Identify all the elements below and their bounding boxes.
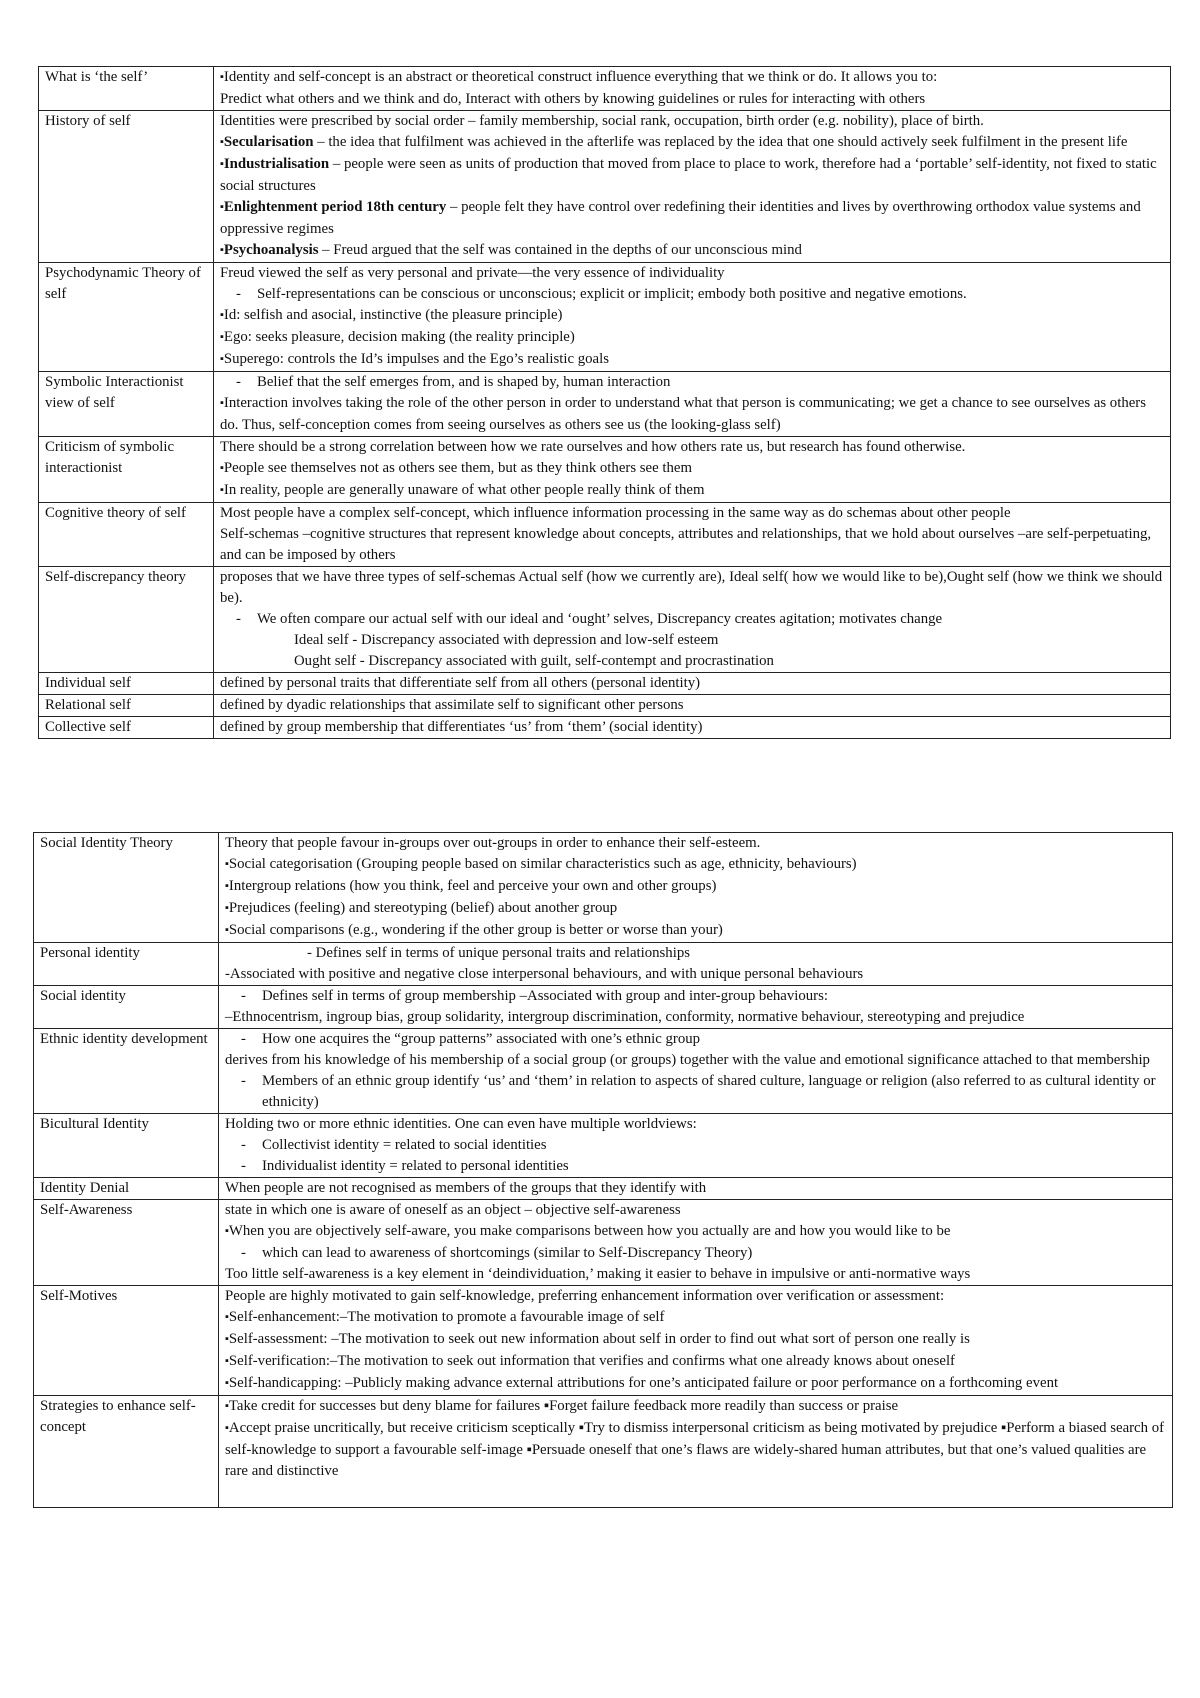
bullet-item [225,1373,1166,1395]
definition-cell [219,1396,1173,1508]
bullet-text: – people felt they have control over redefining their identities and lives by overthrowing orthodox value systems and oppressive regimes [220,199,1141,237]
term-cell: Cognitive theory of self [39,503,214,567]
definition-cell [214,67,1171,111]
bullet-item [225,1221,1166,1243]
term-cell: Bicultural Identity [34,1114,219,1178]
text-line: Identities were prescribed by social order – family membership, social rank, occupation, birth order (e.g. nobility), place of birth. [220,113,984,129]
term-cell: Social identity [34,986,219,1029]
term-cell: Criticism of symbolic interactionist [39,437,214,503]
bullet-item [225,876,1166,898]
text-line: Holding two or more ethnic identities. One can even have multiple worldviews: [225,1116,697,1132]
bullet-text: Self-enhancement:–The motivation to promote a favourable image of self [228,1309,665,1325]
bullet-item [225,920,1166,942]
table-row [39,695,1171,717]
definition-cell [219,1178,1173,1200]
table-row [34,986,1173,1029]
dash-item-text: Self-representations can be conscious or unconscious; explicit or implicit; embody both positive and negative emotions. [257,286,967,302]
text-line: When people are not recognised as members of the groups that they identify with [225,1180,707,1196]
social-identity-table [33,832,1173,1508]
text-line: defined by personal traits that differentiate self from all others (personal identity) [220,675,701,691]
term-cell: Collective self [39,717,214,739]
dash-item-text: How one acquires the “group patterns” associated with one’s ethnic group [262,1031,701,1047]
bullet-text: – the idea that fulfilment was achieved in the afterlife was replaced by the idea that one should actively seek fulfilment in the present life [313,134,1128,150]
text-line: Self-schemas –cognitive structures that represent knowledge about concepts, attributes and relationships, that we hold about ourselves –are self-perpetuating, and can be imposed by others [220,526,1152,563]
dash-item-text: which can lead to awareness of shortcomings (similar to Self-Discrepancy Theory) [262,1245,753,1261]
bullet-heading: Secularisation [223,134,314,150]
definition-cell [219,1286,1173,1396]
table-row [39,673,1171,695]
dash-item [220,284,1164,305]
dash-item [220,372,1164,393]
self-concept-table [38,66,1171,739]
bullet-item [225,1396,1166,1418]
table-row [34,1029,1173,1114]
dash-item-text: Individualist identity = related to personal identities [262,1158,569,1174]
dash-item [220,609,1164,630]
bullet-text: Identity and self-concept is an abstract or theoretical construct influence everything that we think or do. It allows you to: [223,69,938,85]
term-cell: Personal identity [34,943,219,986]
definition-cell [219,1200,1173,1286]
bullet-item [220,154,1164,197]
definition-cell [214,263,1171,372]
definition-cell [219,1114,1173,1178]
dash-item [225,986,1166,1007]
text-line: defined by group membership that differentiates ‘us’ from ‘them’ (social identity) [220,719,703,735]
definition-cell [214,437,1171,503]
bullet-item [225,1329,1166,1351]
dash-item-text: Defines self in terms of group membership –Associated with group and inter-group behaviours: [262,988,828,1004]
table-row [34,1114,1173,1178]
bullet-text: Social categorisation (Grouping people based on similar characteristics such as age, ethnicity, behaviours) [228,856,857,872]
text-line: Predict what others and we think and do, Interact with others by knowing guidelines or rules for interacting with others [220,91,926,107]
dash-item-text: Collectivist identity = related to social identities [262,1137,547,1153]
table-row [39,717,1171,739]
table-row [34,833,1173,943]
term-cell: What is ‘the self’ [39,67,214,111]
bullet-item [225,1351,1166,1373]
bullet-item [220,240,1164,262]
bullet-item [225,1418,1166,1482]
table-row [39,372,1171,437]
table-row [39,503,1171,567]
definition-cell [219,1029,1173,1114]
definition-cell [214,717,1171,739]
bullet-item [220,349,1164,371]
table-row [39,437,1171,503]
dash-item-text: Belief that the self emerges from, and is shaped by, human interaction [257,374,671,390]
definition-cell [219,943,1173,986]
table-row [34,943,1173,986]
bullet-item [220,327,1164,349]
dash-item-text: We often compare our actual self with our ideal and ‘ought’ selves, Discrepancy creates agitation; motivates change [257,611,943,627]
text-line: There should be a strong correlation between how we rate ourselves and how others rate us, but research has found otherwise. [220,439,966,455]
definition-cell [219,986,1173,1029]
bullet-item [225,1307,1166,1329]
definition-cell [214,111,1171,263]
bullet-item [220,393,1164,436]
definition-cell [214,695,1171,717]
bullet-text: Accept praise uncritically, but receive criticism sceptically ▪Try to dismiss interpersonal criticism as being motivated by prejudice ▪Perform a biased search of self-knowledge to support a favourable self-image ▪Persuade oneself that one’s flaws are widely-shared human attributes, but that one’s valued qualities are rare and distinctive [225,1420,1165,1479]
table-row [34,1178,1173,1200]
dash-line: - Defines self in terms of unique personal traits and relationships [307,945,690,961]
text-line: People are highly motivated to gain self-knowledge, preferring enhancement information over verification or assessment: [225,1288,945,1304]
text-line: Too little self-awareness is a key element in ‘deindividuation,’ making it easier to behave in impulsive or anti-normative ways [225,1266,971,1282]
term-cell: Self-Motives [34,1286,219,1396]
bullet-item [225,898,1166,920]
text-line: –Ethnocentrism, ingroup bias, group solidarity, intergroup discrimination, conformity, normative behaviour, stereotyping and prejudice [225,1009,1025,1025]
blank-line [225,1482,1166,1507]
table-row [34,1200,1173,1286]
text-line: -Associated with positive and negative close interpersonal behaviours, and with unique personal behaviours [225,966,864,982]
term-cell: Psychodynamic Theory of self [39,263,214,372]
bullet-text: Intergroup relations (how you think, feel and perceive your own and other groups) [228,878,717,894]
bullet-text: When you are objectively self-aware, you make comparisons between how you actually are and how you would like to be [228,1223,951,1239]
term-cell: Ethnic identity development [34,1029,219,1114]
bullet-item [220,132,1164,154]
bullet-item [220,480,1164,502]
term-cell: Relational self [39,695,214,717]
dash-item [225,1029,1166,1050]
bullet-item [225,854,1166,876]
bullet-text: Prejudices (feeling) and stereotyping (belief) about another group [228,900,618,916]
bullet-item [220,67,1164,89]
dash-item [225,1243,1166,1264]
definition-cell [214,503,1171,567]
bullet-text: Ego: seeks pleasure, decision making (the reality principle) [223,329,575,345]
bullet-heading: Enlightenment period 18th century [223,199,447,215]
dash-item [225,1071,1166,1113]
definition-cell [214,372,1171,437]
text-line: proposes that we have three types of self-schemas Actual self (how we currently are), Ideal self( how we would like to be),Ought self (how we think we should be). [220,569,1163,606]
bullet-item [220,197,1164,240]
term-cell: Self-discrepancy theory [39,567,214,673]
text-line: derives from his knowledge of his membership of a social group (or groups) together with the value and emotional significance attached to that membership [225,1052,1150,1068]
table-row [34,1396,1173,1508]
term-cell: History of self [39,111,214,263]
term-cell: Social Identity Theory [34,833,219,943]
definition-cell [214,673,1171,695]
dash-item [225,1156,1166,1177]
bullet-text: Self-handicapping: –Publicly making advance external attributions for one’s anticipated failure or poor performance on a forthcoming event [228,1375,1059,1391]
bullet-heading: Industrialisation [223,156,330,172]
bullet-text: In reality, people are generally unaware of what other people really think of them [223,482,705,498]
bullet-text: – people were seen as units of production that moved from place to place to work, therefore had a ‘portable’ self-identity, not fixed to static social structures [220,156,1157,194]
table-row [39,111,1171,263]
dash-item-text: Members of an ethnic group identify ‘us’ and ‘them’ in relation to aspects of shared culture, language or religion (also referred to as cultural identity or ethnicity) [262,1073,1156,1110]
table-row [34,1286,1173,1396]
bullet-heading: Psychoanalysis [223,242,319,258]
bullet-text: Superego: controls the Id’s impulses and the Ego’s realistic goals [223,351,609,367]
text-line: Most people have a complex self-concept, which influence information processing in the same way as do schemas about other people [220,505,1011,521]
table-row [39,567,1171,673]
text-line: defined by dyadic relationships that assimilate self to significant other persons [220,697,684,713]
indented-line: Ideal self - Discrepancy associated with depression and low-self esteem [294,632,719,648]
text-line: state in which one is aware of oneself as an object – objective self-awareness [225,1202,681,1218]
dash-item [225,1135,1166,1156]
bullet-text: People see themselves not as others see them, but as they think others see them [223,460,692,476]
text-line: Freud viewed the self as very personal and private—the very essence of individuality [220,265,725,281]
term-cell: Identity Denial [34,1178,219,1200]
text-line: Theory that people favour in-groups over out-groups in order to enhance their self-esteem. [225,835,761,851]
bullet-text: Self-assessment: –The motivation to seek out new information about self in order to find out what sort of person one really is [228,1331,970,1347]
term-cell: Symbolic Interactionist view of self [39,372,214,437]
bullet-text: Take credit for successes but deny blame for failures ▪Forget failure feedback more readily than success or praise [228,1398,899,1414]
bullet-text: Social comparisons (e.g., wondering if the other group is better or worse than your) [228,922,723,938]
definition-cell [214,567,1171,673]
bullet-text: Id: selfish and asocial, instinctive (the pleasure principle) [223,307,563,323]
bullet-text: Self-verification:–The motivation to seek out information that verifies and confirms what one already knows about oneself [228,1353,955,1369]
bullet-text: Interaction involves taking the role of the other person in order to understand what that person is communicating; we get a chance to see ourselves as others do. Thus, self-conception comes from seeing ourselves as others see us (the looking-glass self) [220,395,1146,433]
bullet-text: – Freud argued that the self was contained in the depths of our unconscious mind [318,242,802,258]
term-cell: Individual self [39,673,214,695]
bullet-item [220,458,1164,480]
table-row [39,263,1171,372]
definition-cell [219,833,1173,943]
bullet-item [220,305,1164,327]
table-row [39,67,1171,111]
indented-line: Ought self - Discrepancy associated with guilt, self-contempt and procrastination [294,653,774,669]
term-cell: Self-Awareness [34,1200,219,1286]
term-cell: Strategies to enhance self-concept [34,1396,219,1508]
